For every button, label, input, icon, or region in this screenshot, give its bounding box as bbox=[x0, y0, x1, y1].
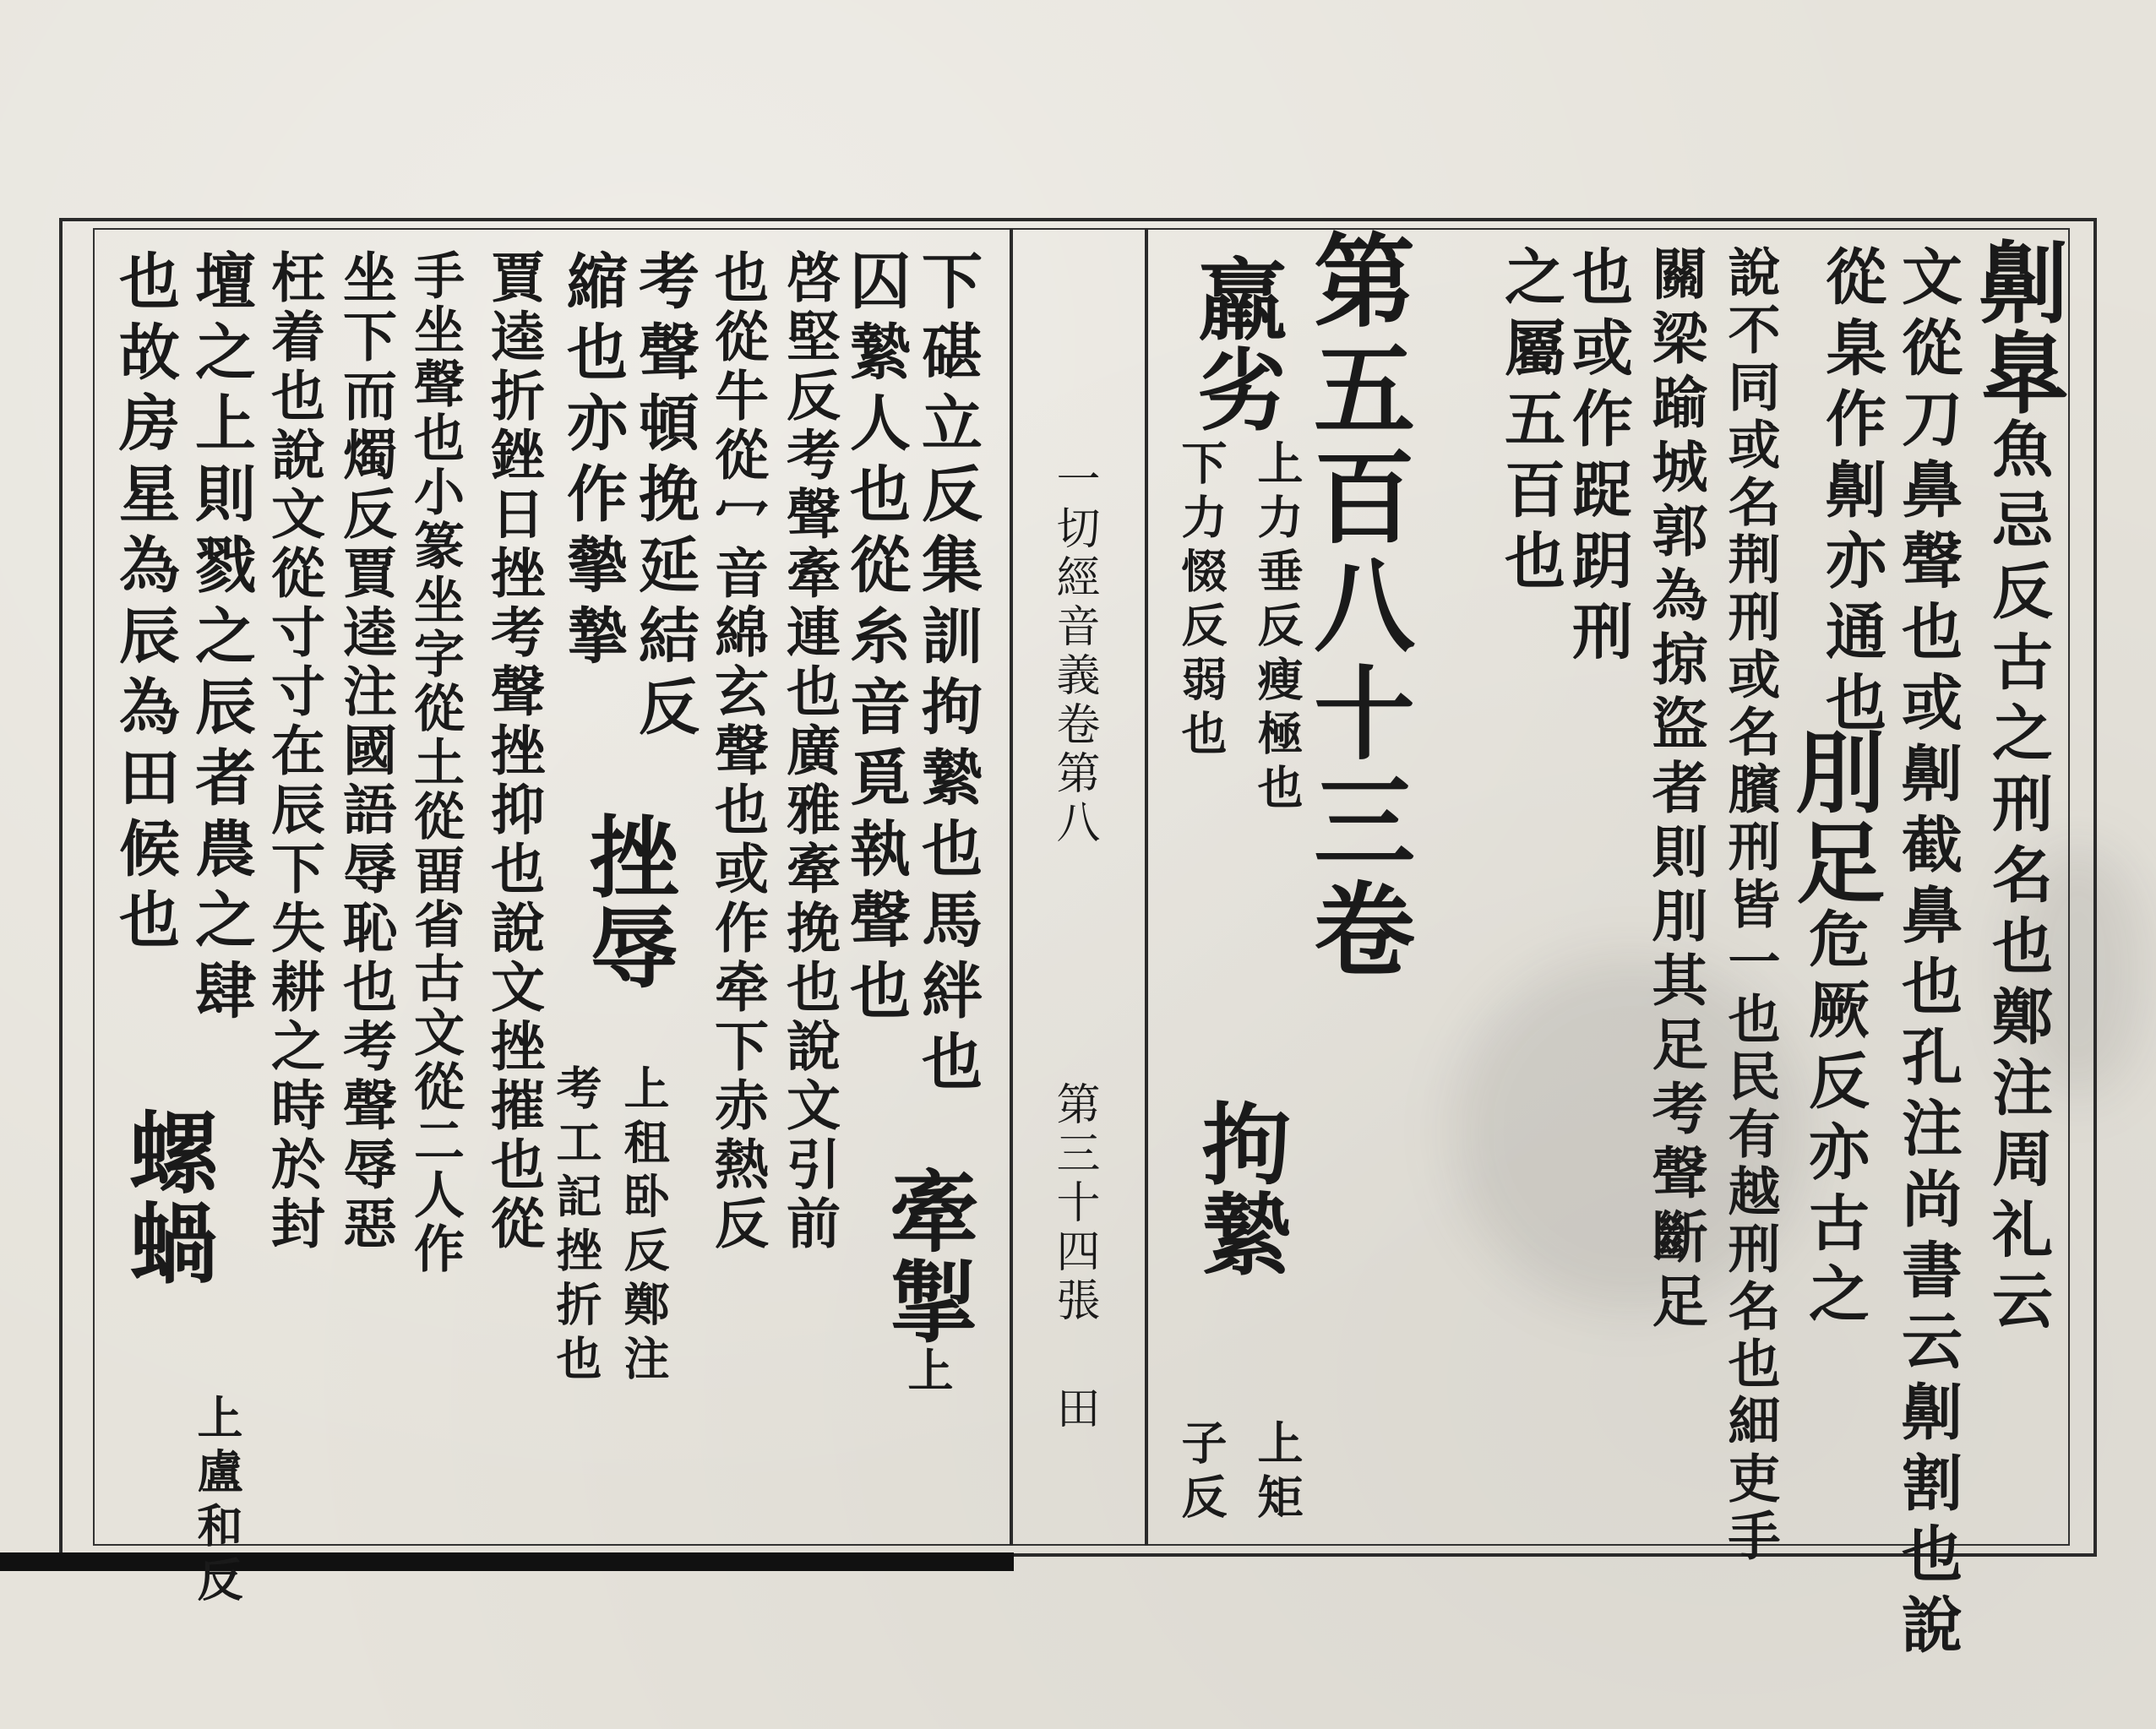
book-title: 一切經音義卷第八 bbox=[1048, 456, 1099, 848]
left-col-9: 坐下而燭反賈逵注國語辱恥也考聲辱惡 bbox=[334, 249, 397, 1254]
left-entry-3 bbox=[115, 1106, 220, 1287]
entry-head: 羸劣 bbox=[1184, 253, 1288, 434]
volume-title: 第五百八十三卷 bbox=[1297, 228, 1416, 985]
ink-edge-bottom bbox=[0, 1552, 1014, 1571]
entry-text: 魚忌反古之刑名也鄭注周礼云 bbox=[1982, 417, 2054, 1340]
left-col-5: 考聲頓挽延結反 bbox=[629, 249, 700, 746]
center-rule-right bbox=[1145, 228, 1148, 1546]
left-col-8: 手坐聲也小篆坐字從土從畱省古文從二人作 bbox=[406, 249, 465, 1276]
entry-text: 上 bbox=[901, 1346, 955, 1400]
entry-head: 拘縶 bbox=[1188, 1098, 1293, 1279]
left-col-12: 也故房星為辰為田候也 bbox=[109, 249, 181, 959]
entry-gloss: 上力垂反瘦極也 bbox=[1250, 439, 1304, 818]
entry-head: 劓臯 bbox=[1965, 237, 2070, 417]
left-col-7: 賈逵折銼日挫考聲挫抑也說文挫摧也從 bbox=[482, 249, 545, 1254]
left-entry-2-gloss: 上租卧反鄭注 bbox=[617, 1064, 671, 1389]
left-col-6: 縮也亦作摰摯 bbox=[557, 249, 629, 675]
right-col-7 bbox=[1494, 245, 1566, 600]
entry-gloss: 下力惙反弱也 bbox=[1174, 439, 1228, 764]
entry-gloss: 上矩 bbox=[1250, 1419, 1304, 1527]
left-entry-1 bbox=[875, 1166, 980, 1400]
right-col-1 bbox=[1965, 237, 2070, 1340]
page-label: 第三十四張 bbox=[1048, 1081, 1099, 1326]
left-col-11: 壇之上則戮之辰者農之肆 bbox=[185, 249, 257, 1030]
entry-head: 螺蝸 bbox=[115, 1106, 220, 1287]
entry-text: 危厥反亦古之 bbox=[1799, 907, 1870, 1333]
entry-head: 刖足 bbox=[1782, 726, 1886, 907]
right-col-3 bbox=[1816, 245, 1887, 742]
entry-gloss: 子反 bbox=[1174, 1419, 1228, 1527]
right-col-5 bbox=[1642, 245, 1708, 1336]
left-entry-2-gloss-2: 考工記挫折也 bbox=[549, 1064, 603, 1389]
entry-text: 從臬作劓亦通也 bbox=[1816, 245, 1887, 742]
center-rule-left bbox=[1010, 228, 1013, 1546]
right-col-4 bbox=[1719, 245, 1781, 1566]
entry-head: 牽掣 bbox=[875, 1166, 980, 1346]
entry-head: 挫辱 bbox=[575, 811, 680, 992]
right-col-3b bbox=[1782, 726, 1886, 1333]
entry-text: 關梁踰城郭為掠盜者則刖其足考聲斷足 bbox=[1642, 245, 1708, 1336]
right-col-2 bbox=[1892, 245, 1963, 1664]
entry-text: 之屬五百也 bbox=[1494, 245, 1566, 600]
left-entry-3-gloss: 上盧和反 bbox=[190, 1394, 244, 1610]
entry-text: 也或作踀跀刑 bbox=[1562, 245, 1634, 671]
left-col-4: 也從牛從冖音綿玄聲也或作牵下赤熱反 bbox=[705, 249, 769, 1254]
page-mark: 田 bbox=[1048, 1385, 1099, 1434]
left-col-10: 枉着也說文從寸寸在辰下失耕之時於封 bbox=[262, 249, 325, 1254]
left-entry-2 bbox=[575, 811, 680, 992]
left-col-3: 啓堅反考聲牽連也廣雅牽挽也說文引前 bbox=[777, 249, 841, 1254]
entry-text: 文從刀鼻聲也或劓截鼻也孔注尚書云劓割也說 bbox=[1892, 245, 1963, 1664]
right-col-6 bbox=[1562, 245, 1634, 671]
entry-text: 說不同或名荆刑或名臏刑皆一也民有越刑名也細吏手 bbox=[1719, 245, 1781, 1566]
left-col-1: 下碪立反集訓拘縶也馬絆也 bbox=[912, 249, 983, 1101]
left-col-2: 囚縶人也從糸音覓執聲也 bbox=[840, 249, 912, 1030]
